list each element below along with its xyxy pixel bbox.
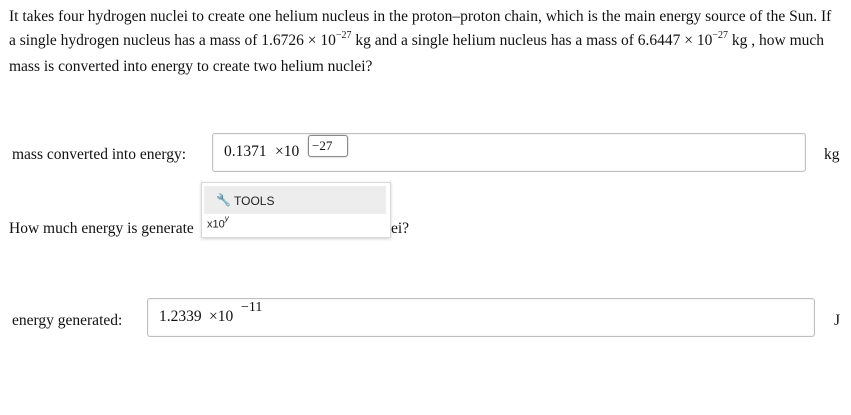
energy-mantissa: 1.2339 [159,308,202,325]
question-part-1: It takes four hydrogen nuclei to create one helium nucleus in the proton–proton chain, which is the main energy source of the Sun. If a single hydrogen nucleus has a mass of 1.6726 × 10 [9,8,832,49]
energy-exponent: −11 [241,300,263,315]
tools-label: TOOLS [234,194,275,208]
mass-exponent: −27 [312,138,333,153]
helium-mass-exponent: −27 [712,30,729,41]
x10-power-tool[interactable] [207,216,229,231]
energy-unit: J [834,312,841,329]
mass-converted-label: mass converted into energy: [12,146,187,163]
mass-times-ten: ×10 [275,143,300,160]
x10-superscript: y [224,214,229,223]
wrench-icon: 🔧 [216,193,231,207]
mass-mantissa: 0.1371 [224,143,267,160]
energy-question-text-left: How much energy is generate [9,220,194,237]
tools-popup [201,182,391,238]
x10-base: x10 [207,218,225,231]
energy-question-text-right: ei? [391,220,410,237]
question-part-3: kg , how much mass is converted into energy to create two helium nuclei? [9,32,825,75]
energy-generated-label: energy generated: [12,312,123,329]
mass-unit: kg [824,146,840,163]
tools-button[interactable] [204,186,386,214]
question-text [9,5,841,79]
energy-times-ten: ×10 [209,308,234,325]
energy-generated-answer-field[interactable] [147,298,815,337]
mass-exponent-field[interactable] [308,135,348,157]
question-part-2: kg and a single helium nucleus has a mass of 6.6447 × 10 [351,32,713,49]
hydrogen-mass-exponent: −27 [335,30,352,41]
mass-converted-answer-field[interactable] [212,133,806,172]
